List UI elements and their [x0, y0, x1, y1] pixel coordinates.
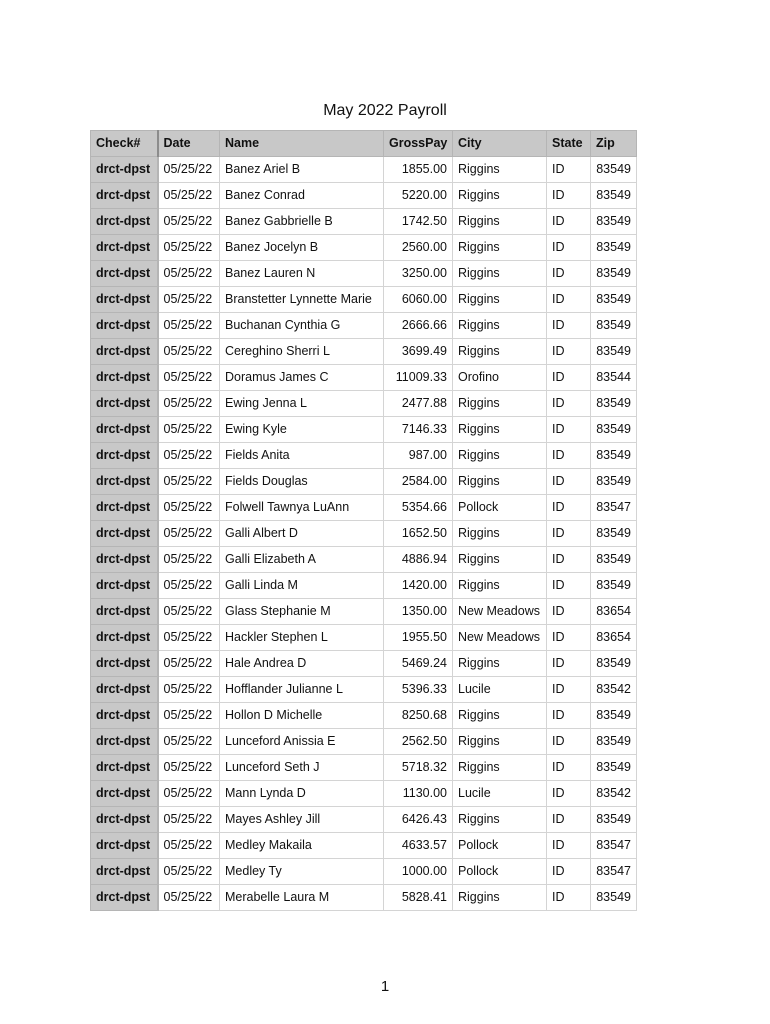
- table-row: [91, 235, 637, 261]
- cell-name: Banez Lauren N: [220, 261, 384, 287]
- cell-grosspay: 2477.88: [384, 391, 453, 417]
- cell-check: drct-dpst: [91, 469, 158, 495]
- cell-name: Hollon D Michelle: [220, 703, 384, 729]
- cell-city: Riggins: [453, 547, 547, 573]
- cell-city: Riggins: [453, 469, 547, 495]
- cell-city: Pollock: [453, 495, 547, 521]
- cell-state: ID: [547, 495, 591, 521]
- cell-state: ID: [547, 391, 591, 417]
- cell-date: 05/25/22: [158, 833, 220, 859]
- cell-grosspay: 5396.33: [384, 677, 453, 703]
- cell-state: ID: [547, 833, 591, 859]
- column-header-grosspay: GrossPay: [384, 131, 453, 157]
- cell-city: Riggins: [453, 209, 547, 235]
- cell-date: 05/25/22: [158, 573, 220, 599]
- cell-city: Orofino: [453, 365, 547, 391]
- cell-name: Fields Douglas: [220, 469, 384, 495]
- cell-check: drct-dpst: [91, 625, 158, 651]
- cell-state: ID: [547, 469, 591, 495]
- cell-state: ID: [547, 625, 591, 651]
- cell-date: 05/25/22: [158, 339, 220, 365]
- table-row: [91, 469, 637, 495]
- cell-city: Riggins: [453, 573, 547, 599]
- cell-check: drct-dpst: [91, 807, 158, 833]
- cell-date: 05/25/22: [158, 651, 220, 677]
- cell-grosspay: 3250.00: [384, 261, 453, 287]
- cell-state: ID: [547, 209, 591, 235]
- table-header: [91, 131, 637, 157]
- cell-check: drct-dpst: [91, 859, 158, 885]
- cell-city: Pollock: [453, 833, 547, 859]
- cell-state: ID: [547, 677, 591, 703]
- table-row: [91, 339, 637, 365]
- cell-check: drct-dpst: [91, 885, 158, 911]
- cell-zip: 83549: [591, 651, 637, 677]
- cell-date: 05/25/22: [158, 859, 220, 885]
- cell-zip: 83542: [591, 677, 637, 703]
- column-header-zip: Zip: [591, 131, 637, 157]
- cell-zip: 83549: [591, 807, 637, 833]
- cell-name: Fields Anita: [220, 443, 384, 469]
- table-row: [91, 417, 637, 443]
- cell-date: 05/25/22: [158, 183, 220, 209]
- payroll-table: [90, 130, 637, 911]
- cell-zip: 83549: [591, 417, 637, 443]
- cell-grosspay: 1652.50: [384, 521, 453, 547]
- cell-name: Glass Stephanie M: [220, 599, 384, 625]
- column-header-name: Name: [220, 131, 384, 157]
- cell-date: 05/25/22: [158, 781, 220, 807]
- table-row: [91, 677, 637, 703]
- cell-check: drct-dpst: [91, 599, 158, 625]
- cell-name: Hackler Stephen L: [220, 625, 384, 651]
- cell-city: Pollock: [453, 859, 547, 885]
- cell-city: Riggins: [453, 885, 547, 911]
- cell-city: Riggins: [453, 157, 547, 183]
- cell-grosspay: 3699.49: [384, 339, 453, 365]
- table-row: [91, 885, 637, 911]
- column-header-check: Check#: [91, 131, 158, 157]
- cell-date: 05/25/22: [158, 469, 220, 495]
- cell-grosspay: 2584.00: [384, 469, 453, 495]
- cell-state: ID: [547, 573, 591, 599]
- cell-state: ID: [547, 365, 591, 391]
- cell-check: drct-dpst: [91, 339, 158, 365]
- table-row: [91, 157, 637, 183]
- cell-state: ID: [547, 287, 591, 313]
- cell-check: drct-dpst: [91, 495, 158, 521]
- cell-zip: 83549: [591, 287, 637, 313]
- cell-date: 05/25/22: [158, 287, 220, 313]
- cell-date: 05/25/22: [158, 365, 220, 391]
- cell-name: Folwell Tawnya LuAnn: [220, 495, 384, 521]
- cell-name: Buchanan Cynthia G: [220, 313, 384, 339]
- cell-zip: 83549: [591, 261, 637, 287]
- cell-date: 05/25/22: [158, 391, 220, 417]
- cell-city: New Meadows: [453, 599, 547, 625]
- cell-grosspay: 7146.33: [384, 417, 453, 443]
- cell-state: ID: [547, 807, 591, 833]
- cell-state: ID: [547, 599, 591, 625]
- cell-state: ID: [547, 443, 591, 469]
- cell-name: Medley Ty: [220, 859, 384, 885]
- cell-zip: 83549: [591, 755, 637, 781]
- cell-grosspay: 8250.68: [384, 703, 453, 729]
- cell-date: 05/25/22: [158, 157, 220, 183]
- table-row: [91, 365, 637, 391]
- cell-name: Mann Lynda D: [220, 781, 384, 807]
- cell-date: 05/25/22: [158, 729, 220, 755]
- table-row: [91, 781, 637, 807]
- cell-name: Galli Albert D: [220, 521, 384, 547]
- cell-zip: 83549: [591, 703, 637, 729]
- cell-name: Banez Conrad: [220, 183, 384, 209]
- cell-grosspay: 4633.57: [384, 833, 453, 859]
- cell-grosspay: 6426.43: [384, 807, 453, 833]
- cell-name: Banez Gabbrielle B: [220, 209, 384, 235]
- cell-check: drct-dpst: [91, 677, 158, 703]
- cell-grosspay: 5828.41: [384, 885, 453, 911]
- cell-grosspay: 5220.00: [384, 183, 453, 209]
- cell-check: drct-dpst: [91, 755, 158, 781]
- cell-check: drct-dpst: [91, 261, 158, 287]
- table-row: [91, 209, 637, 235]
- cell-name: Galli Linda M: [220, 573, 384, 599]
- cell-date: 05/25/22: [158, 521, 220, 547]
- cell-date: 05/25/22: [158, 495, 220, 521]
- table-row: [91, 729, 637, 755]
- cell-zip: 83544: [591, 365, 637, 391]
- table-row: [91, 833, 637, 859]
- cell-state: ID: [547, 521, 591, 547]
- cell-grosspay: 1420.00: [384, 573, 453, 599]
- cell-check: drct-dpst: [91, 183, 158, 209]
- cell-grosspay: 1955.50: [384, 625, 453, 651]
- cell-check: drct-dpst: [91, 313, 158, 339]
- cell-name: Galli Elizabeth A: [220, 547, 384, 573]
- cell-date: 05/25/22: [158, 703, 220, 729]
- table-row: [91, 807, 637, 833]
- table-row: [91, 495, 637, 521]
- cell-city: Riggins: [453, 443, 547, 469]
- cell-state: ID: [547, 339, 591, 365]
- cell-check: drct-dpst: [91, 729, 158, 755]
- cell-name: Medley Makaila: [220, 833, 384, 859]
- cell-grosspay: 987.00: [384, 443, 453, 469]
- cell-name: Hale Andrea D: [220, 651, 384, 677]
- cell-zip: 83549: [591, 469, 637, 495]
- cell-name: Doramus James C: [220, 365, 384, 391]
- table-row: [91, 859, 637, 885]
- column-header-date: Date: [158, 131, 220, 157]
- cell-name: Banez Jocelyn B: [220, 235, 384, 261]
- cell-grosspay: 1130.00: [384, 781, 453, 807]
- header-row: [91, 131, 637, 157]
- cell-grosspay: 11009.33: [384, 365, 453, 391]
- cell-name: Mayes Ashley Jill: [220, 807, 384, 833]
- cell-check: drct-dpst: [91, 365, 158, 391]
- cell-name: Branstetter Lynnette Marie: [220, 287, 384, 313]
- cell-date: 05/25/22: [158, 235, 220, 261]
- cell-grosspay: 1742.50: [384, 209, 453, 235]
- cell-city: New Meadows: [453, 625, 547, 651]
- cell-grosspay: 6060.00: [384, 287, 453, 313]
- cell-city: Riggins: [453, 313, 547, 339]
- cell-city: Lucile: [453, 677, 547, 703]
- cell-city: Riggins: [453, 755, 547, 781]
- cell-date: 05/25/22: [158, 755, 220, 781]
- cell-zip: 83549: [591, 235, 637, 261]
- cell-grosspay: 2666.66: [384, 313, 453, 339]
- table-row: [91, 391, 637, 417]
- cell-city: Riggins: [453, 729, 547, 755]
- table-body: [91, 157, 637, 911]
- cell-date: 05/25/22: [158, 599, 220, 625]
- cell-zip: 83549: [591, 313, 637, 339]
- cell-name: Lunceford Anissia E: [220, 729, 384, 755]
- page-number: 1: [380, 978, 390, 995]
- cell-city: Riggins: [453, 183, 547, 209]
- cell-city: Riggins: [453, 521, 547, 547]
- cell-state: ID: [547, 313, 591, 339]
- cell-zip: 83549: [591, 339, 637, 365]
- cell-zip: 83549: [591, 573, 637, 599]
- cell-check: drct-dpst: [91, 573, 158, 599]
- table-row: [91, 287, 637, 313]
- cell-check: drct-dpst: [91, 157, 158, 183]
- cell-grosspay: 1350.00: [384, 599, 453, 625]
- cell-check: drct-dpst: [91, 651, 158, 677]
- cell-check: drct-dpst: [91, 547, 158, 573]
- cell-state: ID: [547, 859, 591, 885]
- cell-city: Riggins: [453, 391, 547, 417]
- cell-date: 05/25/22: [158, 443, 220, 469]
- table-row: [91, 547, 637, 573]
- cell-check: drct-dpst: [91, 521, 158, 547]
- cell-city: Lucile: [453, 781, 547, 807]
- cell-state: ID: [547, 261, 591, 287]
- cell-state: ID: [547, 157, 591, 183]
- cell-grosspay: 1000.00: [384, 859, 453, 885]
- cell-date: 05/25/22: [158, 807, 220, 833]
- table-row: [91, 599, 637, 625]
- table-row: [91, 625, 637, 651]
- cell-check: drct-dpst: [91, 209, 158, 235]
- cell-date: 05/25/22: [158, 261, 220, 287]
- cell-grosspay: 2560.00: [384, 235, 453, 261]
- cell-city: Riggins: [453, 651, 547, 677]
- cell-zip: 83547: [591, 833, 637, 859]
- cell-check: drct-dpst: [91, 833, 158, 859]
- table-row: [91, 313, 637, 339]
- cell-grosspay: 5354.66: [384, 495, 453, 521]
- cell-zip: 83549: [591, 547, 637, 573]
- cell-check: drct-dpst: [91, 703, 158, 729]
- cell-grosspay: 5469.24: [384, 651, 453, 677]
- cell-date: 05/25/22: [158, 625, 220, 651]
- cell-state: ID: [547, 651, 591, 677]
- cell-zip: 83549: [591, 157, 637, 183]
- cell-state: ID: [547, 417, 591, 443]
- cell-check: drct-dpst: [91, 287, 158, 313]
- cell-grosspay: 4886.94: [384, 547, 453, 573]
- cell-city: Riggins: [453, 287, 547, 313]
- table-row: [91, 443, 637, 469]
- cell-city: Riggins: [453, 261, 547, 287]
- cell-state: ID: [547, 235, 591, 261]
- column-header-state: State: [547, 131, 591, 157]
- cell-state: ID: [547, 885, 591, 911]
- cell-zip: 83549: [591, 391, 637, 417]
- cell-name: Merabelle Laura M: [220, 885, 384, 911]
- cell-grosspay: 5718.32: [384, 755, 453, 781]
- cell-date: 05/25/22: [158, 209, 220, 235]
- cell-zip: 83547: [591, 859, 637, 885]
- table-row: [91, 651, 637, 677]
- cell-name: Cereghino Sherri L: [220, 339, 384, 365]
- page-title: May 2022 Payroll: [323, 102, 447, 119]
- table-row: [91, 703, 637, 729]
- table-row: [91, 183, 637, 209]
- cell-zip: 83549: [591, 183, 637, 209]
- cell-zip: 83547: [591, 495, 637, 521]
- cell-city: Riggins: [453, 417, 547, 443]
- cell-check: drct-dpst: [91, 417, 158, 443]
- cell-zip: 83549: [591, 443, 637, 469]
- cell-check: drct-dpst: [91, 235, 158, 261]
- cell-date: 05/25/22: [158, 885, 220, 911]
- cell-state: ID: [547, 729, 591, 755]
- cell-state: ID: [547, 547, 591, 573]
- table-row: [91, 755, 637, 781]
- cell-name: Lunceford Seth J: [220, 755, 384, 781]
- cell-zip: 83654: [591, 625, 637, 651]
- cell-zip: 83549: [591, 521, 637, 547]
- cell-city: Riggins: [453, 235, 547, 261]
- cell-state: ID: [547, 755, 591, 781]
- cell-city: Riggins: [453, 339, 547, 365]
- cell-name: Ewing Kyle: [220, 417, 384, 443]
- cell-state: ID: [547, 781, 591, 807]
- cell-zip: 83542: [591, 781, 637, 807]
- cell-zip: 83549: [591, 729, 637, 755]
- cell-date: 05/25/22: [158, 313, 220, 339]
- table-row: [91, 573, 637, 599]
- table-row: [91, 521, 637, 547]
- cell-date: 05/25/22: [158, 547, 220, 573]
- cell-state: ID: [547, 703, 591, 729]
- cell-date: 05/25/22: [158, 677, 220, 703]
- cell-name: Banez Ariel B: [220, 157, 384, 183]
- cell-check: drct-dpst: [91, 443, 158, 469]
- cell-zip: 83654: [591, 599, 637, 625]
- cell-city: Riggins: [453, 807, 547, 833]
- cell-city: Riggins: [453, 703, 547, 729]
- cell-name: Ewing Jenna L: [220, 391, 384, 417]
- column-header-city: City: [453, 131, 547, 157]
- cell-check: drct-dpst: [91, 391, 158, 417]
- cell-zip: 83549: [591, 209, 637, 235]
- cell-date: 05/25/22: [158, 417, 220, 443]
- table-row: [91, 261, 637, 287]
- cell-grosspay: 1855.00: [384, 157, 453, 183]
- cell-state: ID: [547, 183, 591, 209]
- cell-grosspay: 2562.50: [384, 729, 453, 755]
- cell-zip: 83549: [591, 885, 637, 911]
- cell-check: drct-dpst: [91, 781, 158, 807]
- cell-name: Hofflander Julianne L: [220, 677, 384, 703]
